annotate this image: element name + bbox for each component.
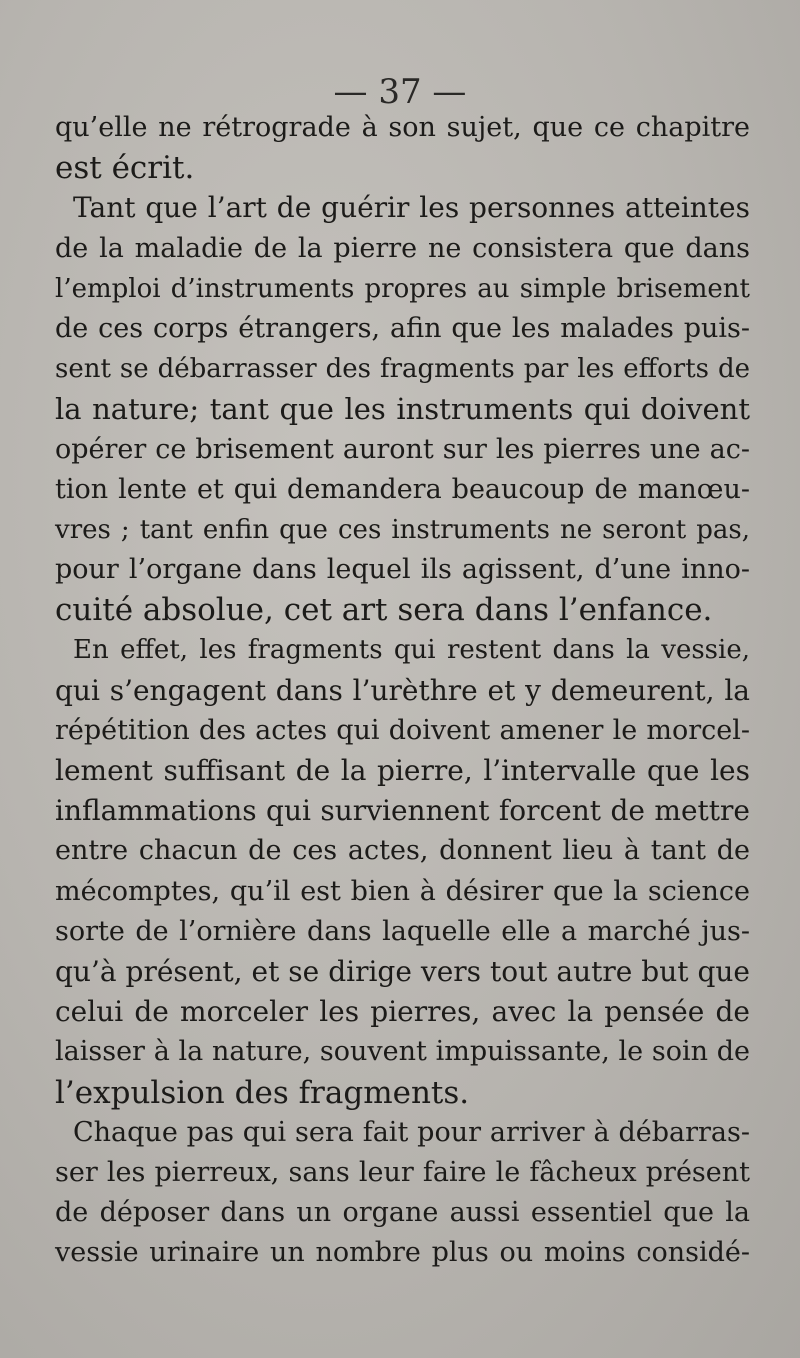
text-line: est écrit. xyxy=(55,150,195,187)
text-line: ser les pierreux, sans leur faire le fâcheux présent xyxy=(55,1156,750,1188)
text-line: En effet, les fragments qui restent dans la vessie, xyxy=(73,635,750,666)
text-line: Tant que l’art de guérir les personnes atteintes xyxy=(73,191,750,225)
text-line: inflammations qui surviennent forcent de mettre xyxy=(55,794,750,828)
text-line: laisser à la nature, souvent impuissante, le soin de xyxy=(55,1036,750,1068)
text-line: mécomptes, qu’il est bien à désirer que la science xyxy=(55,875,750,907)
text-line: Chaque pas qui sera fait pour arriver à débarras- xyxy=(73,1116,750,1148)
text-line: pour l’organe dans lequel ils agissent, d’une inno- xyxy=(55,554,750,586)
text-line: opérer ce brisement auront sur les pierres une ac- xyxy=(55,433,750,465)
text-line: qui s’engagent dans l’urèthre et y demeurent, la xyxy=(55,673,750,707)
text-line: lement suffisant de la pierre, l’intervalle que les xyxy=(55,754,750,787)
text-line: l’expulsion des fragments. xyxy=(55,1074,470,1111)
body-text xyxy=(55,108,750,1273)
text-line: sent se débarrasser des fragments par les efforts de xyxy=(55,354,750,385)
page-number: — 37 — xyxy=(333,72,467,112)
text-line: vres ; tant enfin que ces instruments ne seront pas, xyxy=(55,514,750,545)
text-line: de la maladie de la pierre ne consistera que dans xyxy=(55,232,750,264)
text-line: l’emploi d’instruments propres au simple brisement xyxy=(55,273,750,304)
text-line: répétition des actes qui doivent amener le morcel- xyxy=(55,714,750,746)
text-line: celui de morceler les pierres, avec la pensée de xyxy=(55,995,750,1029)
text-line: tion lente et qui demandera beaucoup de manœu- xyxy=(55,473,750,505)
text-line: cuité absolue, cet art sera dans l’enfance. xyxy=(55,592,713,629)
text-line: sorte de l’ornière dans laquelle elle a marché jus- xyxy=(55,915,750,947)
text-line: vessie urinaire un nombre plus ou moins considé- xyxy=(55,1237,750,1269)
text-line: qu’à présent, et se dirige vers tout autre but que xyxy=(55,954,750,988)
text-line: la nature; tant que les instruments qui doivent xyxy=(55,392,750,427)
text-line: de ces corps étrangers, afin que les malades puis- xyxy=(55,312,750,344)
text-line: qu’elle ne rétrograde à son sujet, que ce chapitre xyxy=(55,112,750,143)
text-line: entre chacun de ces actes, donnent lieu à tant de xyxy=(55,835,750,867)
text-line: de déposer dans un organe aussi essentiel que la xyxy=(55,1197,750,1229)
